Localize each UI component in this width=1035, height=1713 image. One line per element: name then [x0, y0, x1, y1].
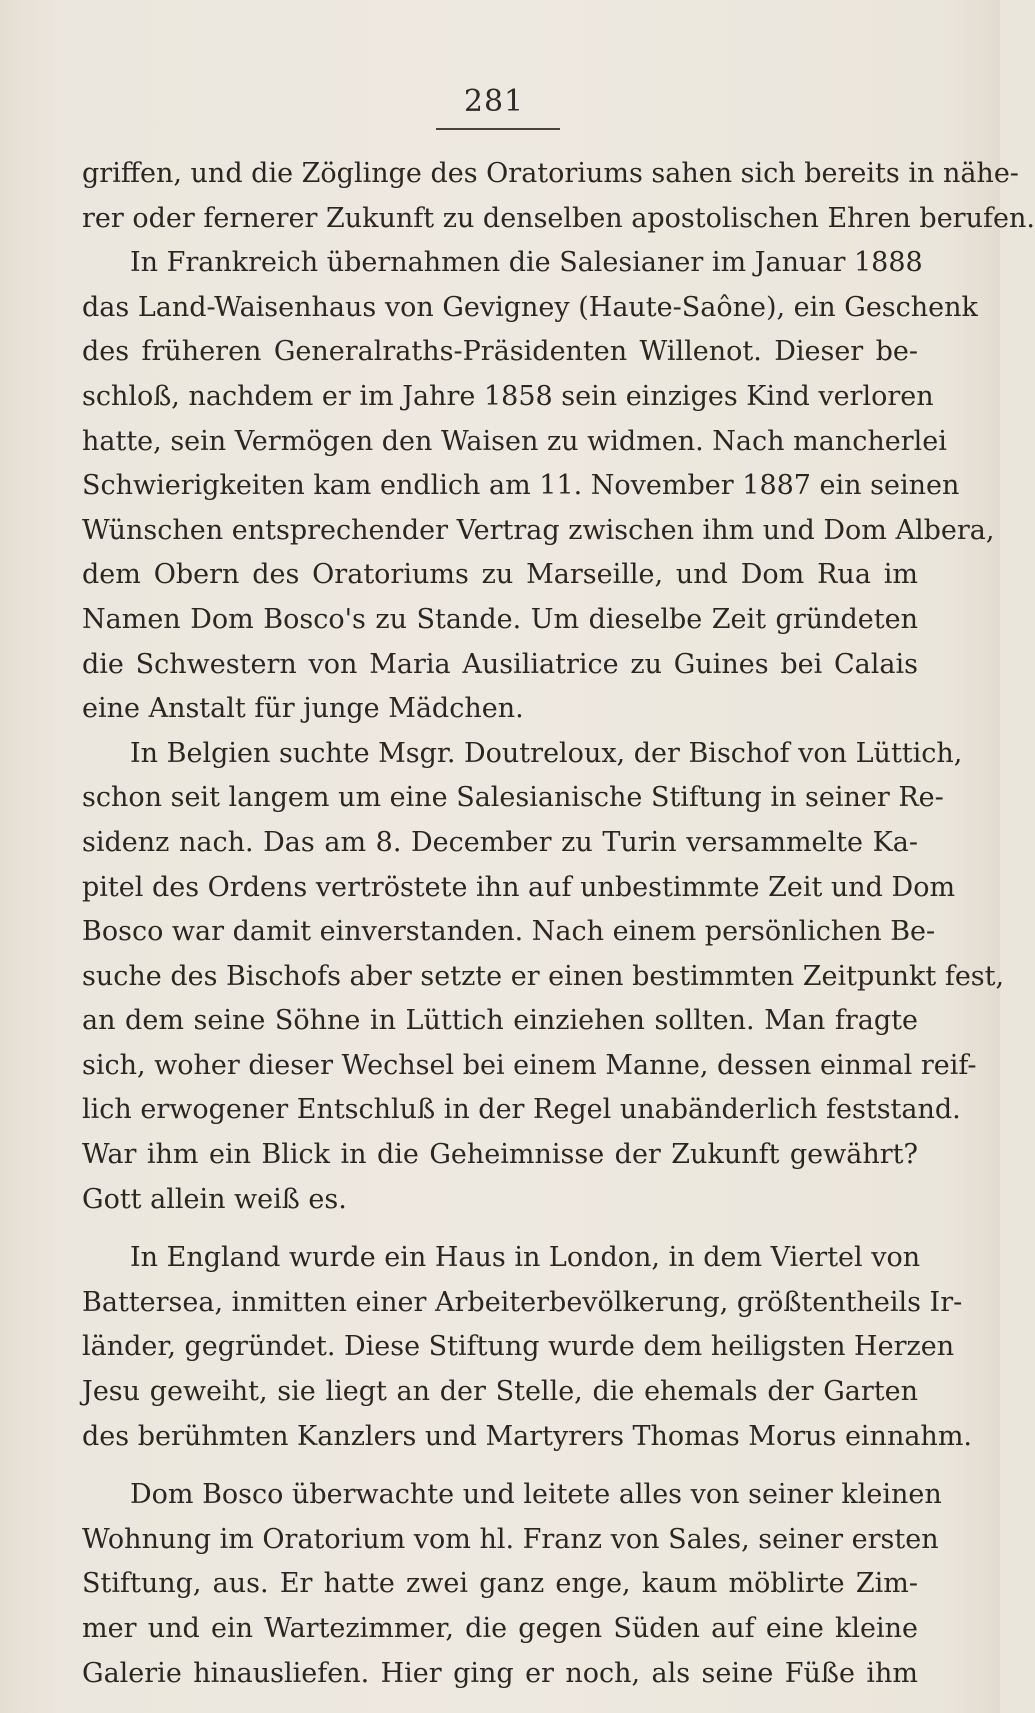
- text-line: In Belgien suchte Msgr. Doutreloux, der Bischof von Lüttich,: [130, 737, 963, 769]
- page-number: 281: [463, 84, 525, 119]
- text-line: schon seit langem um eine Salesianische Stiftung in seiner Re-: [82, 782, 944, 814]
- text-line: Gott allein weiß es.: [82, 1183, 347, 1215]
- text-line: In England wurde ein Haus in London, in dem Viertel von: [130, 1242, 921, 1274]
- text-line: Wohnung im Oratorium vom hl. Franz von Sales, seiner ersten: [82, 1523, 939, 1555]
- text-line: das Land-Waisenhaus von Gevigney (Haute-Saône), ein Geschenk: [82, 291, 978, 323]
- text-line: des berühmten Kanzlers und Martyrers Thomas Morus einnahm.: [82, 1420, 973, 1452]
- text-line: sidenz nach. Das am 8. December zu Turin versammelte Ka-: [82, 826, 918, 858]
- text-line: länder, gegründet. Diese Stiftung wurde dem heiligsten Herzen: [82, 1331, 955, 1363]
- text-line: Namen Dom Bosco's zu Stande. Um dieselbe Zeit gründeten: [82, 603, 918, 635]
- text-line: suche des Bischofs aber setzte er einen bestimmten Zeitpunkt fest,: [82, 960, 1005, 992]
- text-line: Stiftung, aus. Er hatte zwei ganz enge, kaum möblirte Zim-: [82, 1568, 918, 1600]
- text-line: Bosco war damit einverstanden. Nach einem persönlichen Be-: [82, 916, 936, 948]
- text-line: Dom Bosco überwachte und leitete alles von seiner kleinen: [130, 1479, 942, 1511]
- text-line: War ihm ein Blick in die Geheimnisse der Zukunft gewährt?: [82, 1139, 918, 1171]
- body-text: [82, 152, 1035, 1696]
- text-line: eine Anstalt für junge Mädchen.: [82, 693, 524, 725]
- text-line: Galerie hinausliefen. Hier ging er noch, als seine Füße ihm: [82, 1657, 918, 1689]
- text-line: mer und ein Wartezimmer, die gegen Süden auf eine kleine: [82, 1613, 918, 1644]
- text-line: Jesu geweiht, sie liegt an der Stelle, die ehemals der Garten: [82, 1376, 918, 1408]
- text-line: rer oder fernerer Zukunft zu denselben apostolischen Ehren berufen.: [82, 202, 1035, 234]
- text-line: dem Obern des Oratoriums zu Marseille, und Dom Rua im: [82, 559, 918, 591]
- text-line: des früheren Generalraths-Präsidenten Willenot. Dieser be-: [82, 336, 918, 368]
- text-line: an dem seine Söhne in Lüttich einziehen sollten. Man fragte: [82, 1005, 918, 1037]
- text-line: Schwierigkeiten kam endlich am 11. November 1887 ein seinen: [82, 470, 960, 502]
- text-line: Wünschen entsprechender Vertrag zwischen ihm und Dom Albera,: [82, 514, 995, 546]
- header-rule: [436, 128, 560, 130]
- text-line: schloß, nachdem er im Jahre 1858 sein einziges Kind verloren: [82, 380, 934, 412]
- text-line: In Frankreich übernahmen die Salesianer im Januar 1888: [130, 247, 923, 279]
- text-line: pitel des Ordens vertröstete ihn auf unbestimmte Zeit und Dom: [82, 871, 956, 903]
- text-line: lich erwogener Entschluß in der Regel unabänderlich feststand.: [82, 1094, 961, 1126]
- text-line: hatte, sein Vermögen den Waisen zu widmen. Nach mancherlei: [82, 425, 947, 457]
- text-line: die Schwestern von Maria Ausiliatrice zu Guines bei Calais: [82, 648, 918, 680]
- text-line: sich, woher dieser Wechsel bei einem Manne, dessen einmal reif-: [82, 1049, 977, 1081]
- text-line: Battersea, inmitten einer Arbeiterbevölkerung, größtentheils Ir-: [82, 1286, 963, 1318]
- text-line: griffen, und die Zöglinge des Oratoriums sahen sich bereits in nähe-: [82, 158, 1019, 189]
